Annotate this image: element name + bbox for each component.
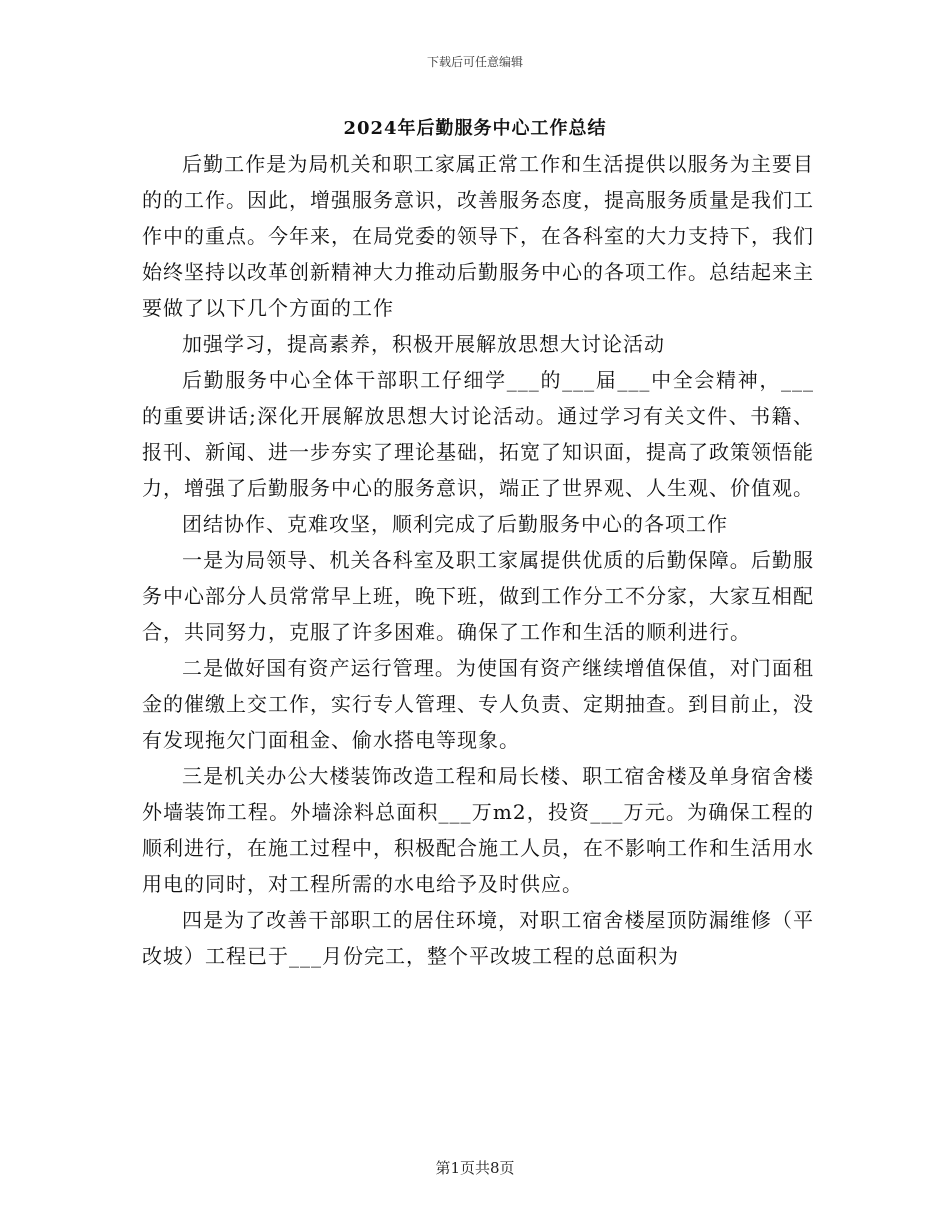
document-title: 2024年后勤服务中心工作总结: [343, 118, 607, 139]
page-header-note: 下载后可任意编辑: [426, 55, 523, 69]
paragraph-item-4: 四是为了改善干部职工的居住环境，对职工宿舍楼屋顶防漏维修（平改坡）工程已于___月份完工，整个平改坡工程的总面积为: [142, 908, 814, 968]
section-heading-work: 团结协作、克难攻坚，顺利完成了后勤服务中心的各项工作: [182, 512, 728, 536]
page-number: 第1页共8页: [435, 1159, 515, 1177]
paragraph-item-1: 一是为局领导、机关各科室及职工家属提供优质的后勤保障。后勤服务中心部分人员常常早上班，晚下班，做到工作分工不分家，大家互相配合，共同努力，克服了许多困难。确保了工作和生活的顺利进行。: [142, 548, 814, 644]
document-body: [142, 146, 814, 974]
paragraph-item-2: 二是做好国有资产运行管理。为使国有资产继续增值保值，对门面租金的催缴上交工作，实行专人管理、专人负责、定期抽查。到目前止，没有发现拖欠门面租金、偷水搭电等现象。: [142, 656, 814, 752]
paragraph-study: 后勤服务中心全体干部职工仔细学___的___届___中全会精神，___的重要讲话;深化开展解放思想大讨论活动。通过学习有关文件、书籍、报刊、新闻、进一步夯实了理论基础，拓宽了知识面，提高了政策领悟能力，增强了后勤服务中心的服务意识，端正了世界观、人生观、价值观。: [142, 368, 814, 500]
paragraph-item-3: 三是机关办公大楼装饰改造工程和局长楼、职工宿舍楼及单身宿舍楼外墙装饰工程。外墙涂料总面积___万m2，投资___万元。为确保工程的顺利进行，在施工过程中，积极配合施工人员，在不影响工作和生活用水用电的同时，对工程所需的水电给予及时供应。: [142, 764, 814, 896]
section-heading-study: 加强学习，提高素养，积极开展解放思想大讨论活动: [182, 332, 665, 356]
paragraph-intro: 后勤工作是为局机关和职工家属正常工作和生活提供以服务为主要目的的工作。因此，增强服务意识，改善服务态度，提高服务质量是我们工作中的重点。今年来，在局党委的领导下，在各科室的大力支持下，我们始终坚持以改革创新精神大力推动后勤服务中心的各项工作。总结起来主要做了以下几个方面的工作: [142, 152, 814, 320]
